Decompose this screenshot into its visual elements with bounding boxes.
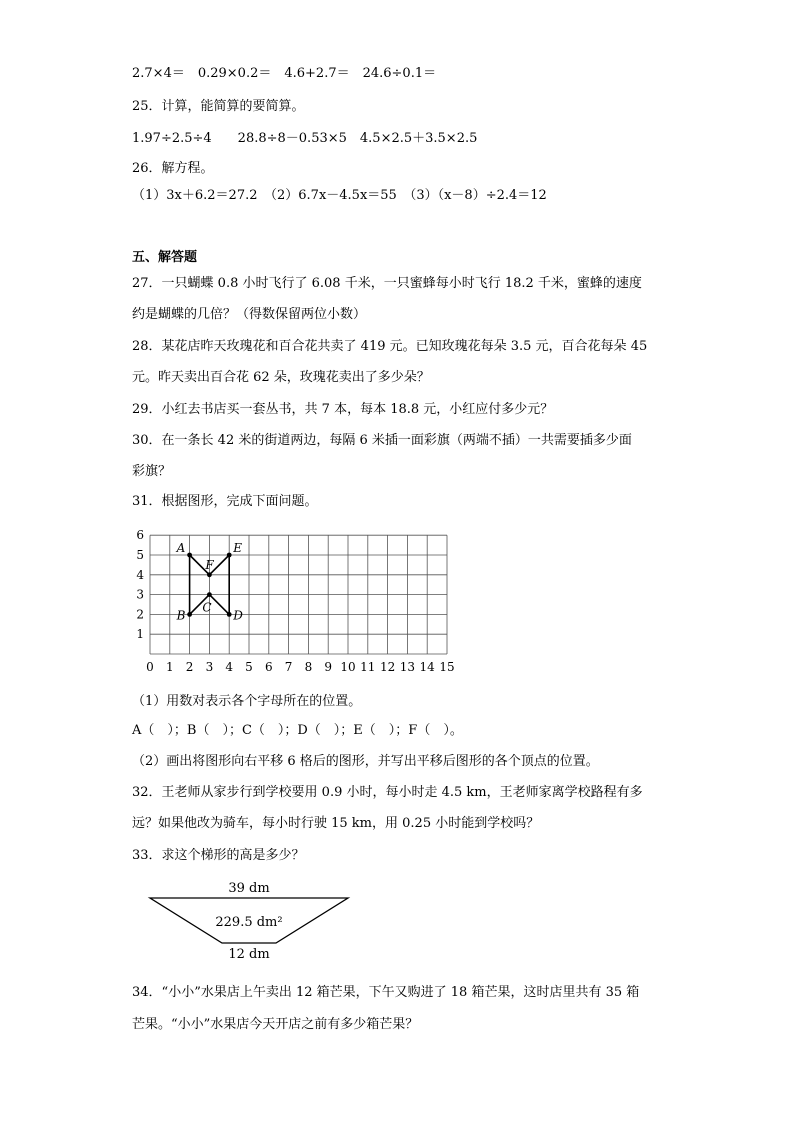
line-5: （1）3x＋6.2＝27.2 （2）6.7x－4.5x＝55 （3）（x－8）÷2.4＝12 — [132, 188, 547, 203]
x-tick-label: 14 — [419, 660, 435, 674]
line-17: （2）画出将图形向右平移 6 格后的图形，并写出平移后图形的各个顶点的位置。 — [132, 754, 599, 769]
question-32: 32．王老师从家步行到学校要用 0.9 小时，每小时走 4.5 km，王老师家离学校路程有多 — [132, 785, 643, 800]
question-25: 25．计算，能简算的要简算。 — [132, 99, 305, 114]
x-tick-label: 12 — [379, 660, 396, 674]
question-34: 34．“小小”水果店上午卖出 12 箱芒果，下午又购进了 18 箱芒果，这时店里共有 35 箱 — [132, 985, 640, 1000]
trapezoid-bottom-label: 12 dm — [228, 947, 270, 962]
question-31: 31．根据图形，完成下面问题。 — [132, 494, 318, 509]
section-heading: 五、解答题 — [132, 250, 198, 265]
x-tick-label: 15 — [439, 660, 455, 674]
vertex-label: B — [176, 608, 186, 623]
question-30: 30．在一条长 42 米的街道两边，每隔 6 米插一面彩旗（两端不插）一共需要插多少面 — [132, 433, 632, 448]
x-tick-label: 7 — [284, 660, 293, 674]
line-16: A（ ）；B（ ）；C（ ）；D（ ）；E（ ）；F（ ）。 — [132, 723, 463, 738]
x-tick-label: 2 — [185, 660, 194, 674]
x-tick-label: 0 — [146, 660, 154, 674]
y-tick-label: 5 — [136, 548, 144, 562]
vertex-point — [187, 612, 192, 617]
y-tick-label: 1 — [136, 627, 144, 642]
x-tick-label: 4 — [225, 660, 234, 674]
x-tick-label: 1 — [165, 660, 174, 674]
line-1: 2.7×4＝ 0.29×0.2＝ 4.6+2.7＝ 24.6÷0.1＝ — [132, 66, 437, 81]
x-tick-label: 13 — [399, 660, 416, 674]
trapezoid-figure — [140, 876, 360, 968]
line-13: 彩旗？ — [132, 464, 172, 479]
vertex-point — [207, 592, 212, 597]
vertex-point — [227, 553, 232, 558]
trapezoid-area-label: 229.5 dm² — [215, 915, 283, 930]
coordinate-grid — [128, 526, 455, 678]
figure-segment — [209, 595, 229, 615]
line-10: 元。昨天卖出百合花 62 朵，玫瑰花卖出了多少朵？ — [132, 370, 430, 385]
line-22: 芒果。“小小”水果店今天开店之前有多少箱芒果？ — [132, 1017, 419, 1032]
x-tick-label: 8 — [304, 660, 313, 674]
y-tick-label: 4 — [136, 567, 144, 582]
x-tick-label: 5 — [245, 660, 253, 674]
question-33: 33．求这个梯形的高是多少？ — [132, 848, 305, 863]
vertex-label: F — [205, 557, 214, 572]
vertex-label: C — [202, 600, 212, 615]
x-tick-label: 11 — [360, 660, 376, 674]
line-3: 1.97÷2.5÷4 28.8÷8－0.53×5 4.5×2.5＋3.5×2.5 — [132, 131, 478, 146]
vertex-point — [207, 572, 212, 577]
y-tick-label: 2 — [136, 607, 144, 622]
question-28: 28．某花店昨天玫瑰花和百合花共卖了 419 元。已知玫瑰花每朵 3.5 元，百合花每朵 45 — [132, 339, 648, 354]
line-19: 远？如果他改为骑车，每小时行驶 15 km，用 0.25 小时能到学校吗？ — [132, 816, 540, 831]
vertex-point — [227, 612, 232, 617]
trapezoid-top-label: 39 dm — [228, 881, 270, 896]
vertex-label: D — [233, 608, 243, 623]
vertex-label: E — [233, 541, 242, 555]
vertex-label: A — [176, 541, 186, 555]
line-8: 约是蝴蝶的几倍？（得数保留两位小数） — [132, 307, 367, 322]
question-29: 29．小红去书店买一套丛书，共 7 本，每本 18.8 元，小红应付多少元？ — [132, 402, 554, 417]
question-27: 27．一只蝴蝶 0.8 小时飞行了 6.08 千米，一只蜜蜂每小时飞行 18.2 千米，蜜蜂的速度 — [132, 276, 642, 291]
question-26: 26．解方程。 — [132, 161, 214, 176]
x-tick-label: 9 — [324, 660, 333, 674]
vertex-point — [187, 553, 192, 558]
x-tick-label: 10 — [340, 660, 356, 674]
x-tick-label: 3 — [205, 660, 214, 674]
y-tick-label: 3 — [136, 587, 144, 602]
x-tick-label: 6 — [264, 660, 273, 674]
y-tick-label: 6 — [136, 528, 144, 543]
line-15: （1）用数对表示各个字母所在的位置。 — [132, 694, 362, 709]
